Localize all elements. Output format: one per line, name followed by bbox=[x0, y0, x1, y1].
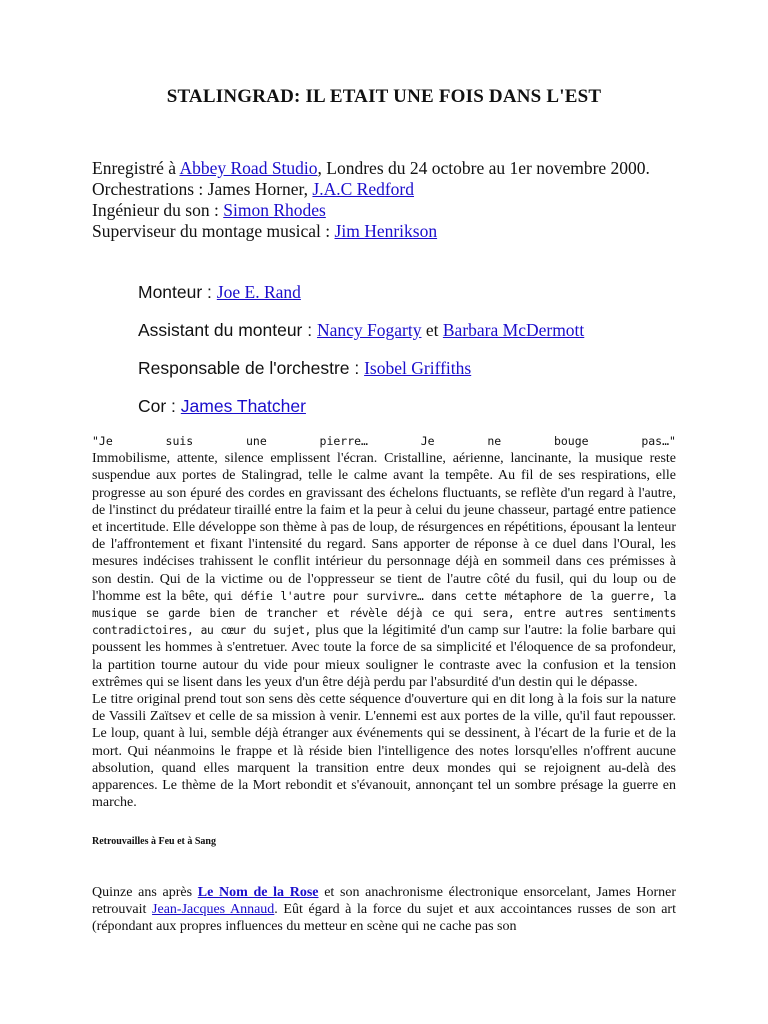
quote-word: "Je bbox=[92, 434, 113, 448]
paragraph-1-text: Immobilisme, attente, silence emplissent l'écran. Cristalline, aérienne, lancinante, la musique reste suspendue aux portes de Stalingrad, telle le calme avant la tempête. Au fil de ses respirations, elle progresse au son épuré des cordes en gravissant des échelons fluctuants, se reflète d'un regard à l'autre, de l'instinct du prédateur tiraillé entre la faim et la peur à celui du jeune chasseur, partagé entre patience et incertitude. Elle développe son thème à pas de loup, de résurgences en répétitions, épousant la lenteur de l'affrontement et fixant l'intensité du regard. Sans apporter de réponse à ce duel dans l'Oural, les mesures indécises trahissent le conflit intérieur du personnage déjà en sommeil dans ces prémisses à son destin. Qui de la victime ou de l'oppresseur se tient de l'autre côté du fusil, qui du loup ou de l'homme est la bête, bbox=[92, 451, 676, 604]
paragraph-3-text: Quinze ans après bbox=[92, 885, 198, 900]
quote-word: bouge bbox=[553, 434, 589, 448]
quote-word: pas…" bbox=[641, 434, 676, 448]
assistant-editor-line bbox=[138, 320, 584, 341]
paragraph-1-text-end: plus que la légitimité d'un camp sur l'autre: la folie barbare qui poussent les hommes à s'entretuer. Avec toute la force de sa simplicité et l'éloquence de sa profondeur, la partition tourne autour du vide pour mieux souligner le contraste avec la confusion et la tension extrêmes qui se lisent dans les yeux d'un être déjà perdu par l'absurdité d'un destin qui le dépasse. bbox=[92, 623, 676, 690]
recording-line bbox=[92, 158, 692, 179]
sound-engineer-line bbox=[92, 200, 692, 221]
section-heading: Retrouvailles à Feu et à Sang bbox=[92, 836, 216, 847]
joe-rand-link[interactable]: Joe E. Rand bbox=[216, 282, 301, 302]
music-supervisor-label: Superviseur du montage musical : bbox=[92, 221, 335, 241]
simon-rhodes-link[interactable]: Simon Rhodes bbox=[223, 200, 326, 220]
page-title: STALINGRAD: IL ETAIT UNE FOIS DANS L'EST bbox=[166, 86, 602, 107]
and-text: et bbox=[421, 320, 443, 340]
orchestra-manager-label: Responsable de l'orchestre : bbox=[138, 358, 365, 378]
paragraph-2: Le titre original prend tout son sens dès cette séquence d'ouverture qui en dit long à la fois sur la nature de Vassili Zaïtsev et celle de sa mission à venir. L'ennemi est aux portes de la ville, qu'il faut repousser. Le loup, quant à lui, semble déjà étranger aux événements qui se dessinent, à l'écart de la furie et de la mort. Qui néanmoins le frappe et là réside bien l'intelligence des notes lorsqu'elles n'offrent aucune absolution, quand elles marquent la transition entre deux mondes qui se rejoignent au-delà des apparences. Le thème de la Mort rebondit et s'évanouit, annonçant tel un sombre présage la guerre en marche. bbox=[92, 692, 676, 811]
quote-word: suis bbox=[165, 434, 194, 448]
editor-label: Monteur : bbox=[138, 282, 217, 302]
assistant-editor-label: Assistant du monteur : bbox=[138, 320, 317, 340]
annaud-link[interactable]: Jean-Jacques Annaud bbox=[152, 902, 275, 918]
orchestrations-line bbox=[92, 179, 692, 200]
abbey-road-link[interactable]: Abbey Road Studio bbox=[179, 158, 318, 178]
redford-link[interactable]: J.A.C Redford bbox=[312, 179, 415, 199]
horn-label: Cor : bbox=[138, 396, 181, 416]
jim-henrikson-link[interactable]: Jim Henrikson bbox=[334, 221, 438, 241]
quote-word: Je bbox=[420, 434, 435, 448]
paragraph-3-text-mid: et son anachronisme électronique ensorcelant, James Horner retrouvait bbox=[92, 885, 676, 918]
paragraph-1-mono-text: qui défie l'autre pour survivre… dans cette métaphore de la guerre, la musique se garde bien de trancher et révèle déjà ce qui sera, entre autres sentiments contradictoires, au cœur du sujet, bbox=[92, 589, 676, 638]
quote-word: pierre… bbox=[319, 434, 368, 448]
orchestra-manager-line bbox=[138, 358, 471, 379]
isobel-griffiths-link[interactable]: Isobel Griffiths bbox=[364, 358, 472, 378]
recording-label: Enregistré à bbox=[92, 158, 180, 178]
james-thatcher-link[interactable]: James Thatcher bbox=[180, 396, 306, 416]
paragraph-3 bbox=[92, 884, 676, 936]
opening-quote bbox=[92, 433, 676, 450]
paragraph-3-text-end: . Eût égard à la force du sujet et aux accointances russes de son art (répondant aux propres influences du metteur en scène qui ne cache pas son bbox=[92, 902, 676, 935]
article-body bbox=[92, 433, 676, 811]
quote-word: ne bbox=[487, 434, 502, 448]
barbara-mcdermott-link[interactable]: Barbara McDermott bbox=[442, 320, 585, 340]
nancy-fogarty-link[interactable]: Nancy Fogarty bbox=[316, 320, 422, 340]
editor-line bbox=[138, 282, 301, 303]
quote-word: une bbox=[245, 434, 267, 448]
recording-dates: , Londres du 24 octobre au 1er novembre 2000. bbox=[317, 158, 650, 178]
credits-block bbox=[92, 158, 692, 242]
paragraph-1 bbox=[92, 450, 676, 691]
sound-engineer-label: Ingénieur du son : bbox=[92, 200, 224, 220]
nom-de-la-rose-link[interactable]: Le Nom de la Rose bbox=[197, 885, 319, 900]
orchestrations-label: Orchestrations : James Horner, bbox=[92, 179, 313, 199]
music-supervisor-line bbox=[92, 221, 692, 242]
horn-line bbox=[138, 396, 306, 417]
